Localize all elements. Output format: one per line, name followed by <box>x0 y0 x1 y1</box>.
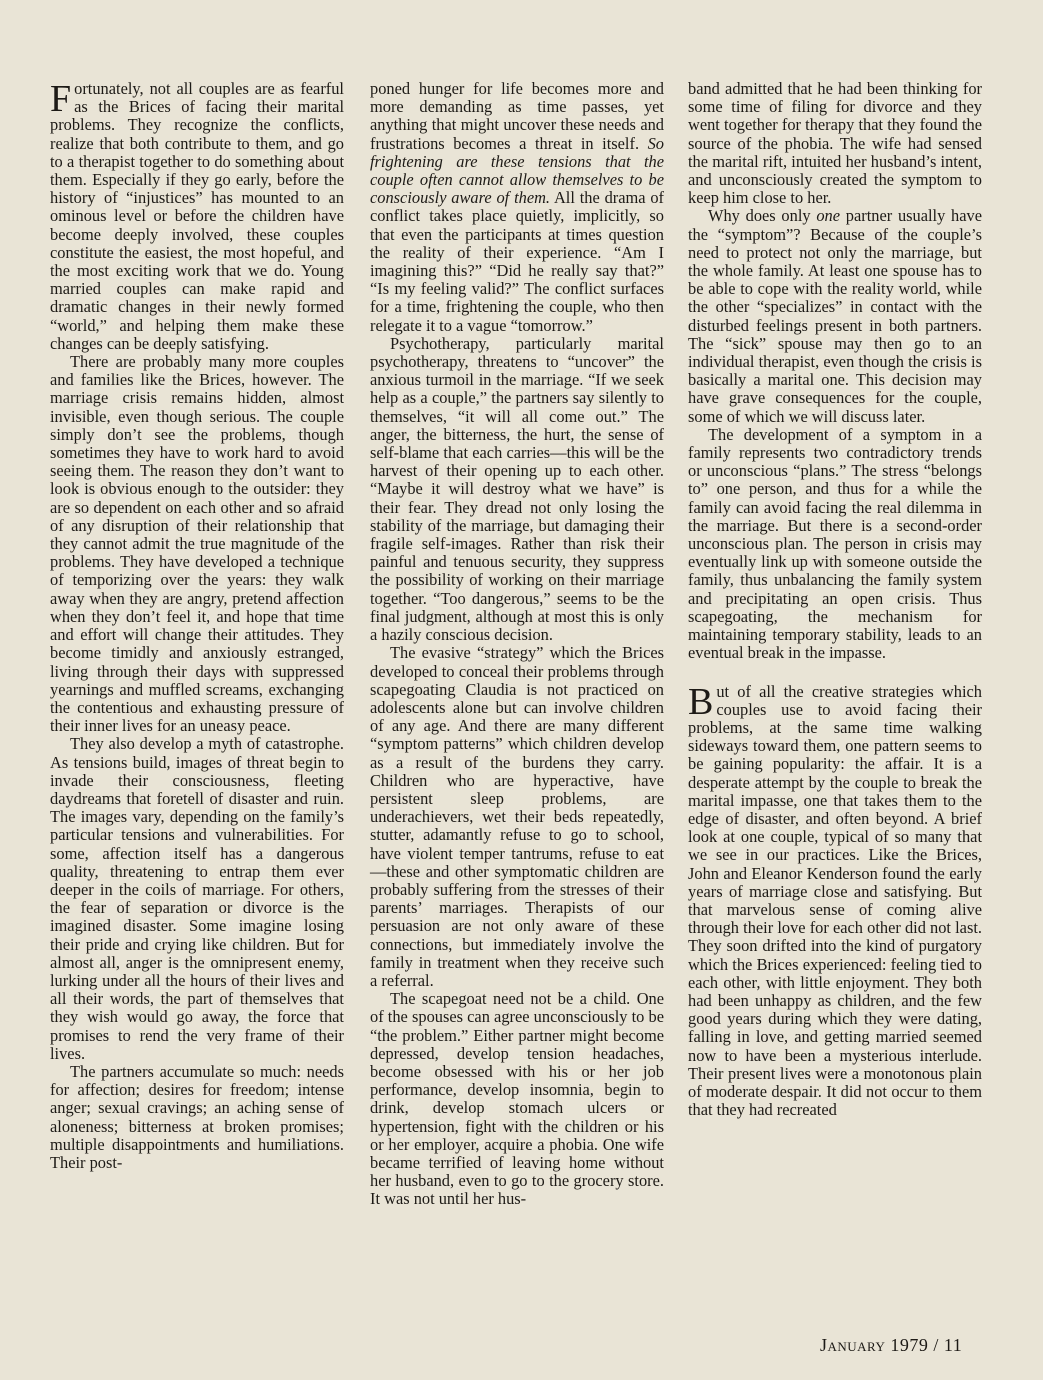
paragraph: They also develop a myth of catastrophe. As tensions build, images of threat begin to invade their consciousness, fleeting daydreams that foretell of disaster and ruin. The images vary, depending on the family’s particular tensions and vulnerabilities. For some, affection itself has a dangerous quality, threatening to entrap them ever deeper in the coils of marriage. For others, the fear of separation or divorce is the imagined disaster. Some imagine losing their pride and crying like children. But for almost all, anger is the omnipresent enemy, lurking under all the hours of their lives and all their words, the part of themselves that they wish would go away, the force that promises to rend the very frame of their lives. <box>50 734 344 1063</box>
paragraph <box>688 207 982 425</box>
paragraph: The evasive “strategy” which the Brices developed to conceal their problems through scapegoating Claudia is not practiced on adolescents alone but can involve children of any age. And there are many different “symptom patterns” which children develop as a result of the burdens they carry. Children who are hyperactive, have persistent sleep problems, are underachievers, wet their beds repeatedly, stutter, adamantly refuse to go to school, have violent temper tantrums, refuse to eat —these and other symptomatic children are probably suffering from the stresses of their parents’ marriages. Therapists of our persuasion are not only aware of these connections, but immediately involve the family in treatment when they receive such a referral. <box>370 643 664 990</box>
italic-text: one <box>816 206 841 226</box>
paragraph-text: partner usually have the “symptom”? Because of the couple’s need to protect not only the marriage, but the whole family. At least one spouse has to be able to cope with the reality world, while the other “specializes” in contact with the disturbed feelings present in both partners. The “sick” spouse may then go to an individual therapist, even though the crisis is basically a marital one. This decision may have grave consequences for the couple, some of which we will discuss later. <box>688 206 982 426</box>
paragraph: The development of a symptom in a family represents two contradictory trends or unconscious “plans.” The stress “belongs to” one person, and thus for a while the family can avoid facing the real dilemma in the marriage. But there is a second-order unconscious plan. The person in crisis may eventually link up with someone outside the family, thus unbalancing the family system and precipitating an open crisis. Thus scapegoating, the mechanism for maintaining temporary stability, leads to an eventual break in the impasse. <box>688 424 982 663</box>
column-3 <box>688 80 982 1119</box>
column-1 <box>50 80 344 1172</box>
paragraph-text: ut of all the creative strategies which couples use to avoid facing their problems, at the same time walking sideways toward them, one pattern seems to be gaining popularity: the affair. It is a desperate attempt by the couple to break the marital impasse, one that takes them to the edge of disaster, and often beyond. A brief look at one couple, typical of so many that we see in our practices. Like the Brices, John and Eleanor Kenderson found the early years of marriage close and satisfying. But that marvelous sense of coming alive through their love for each other did not last. They soon drifted into the kind of purgatory which the Brices experienced: feeling tied to each other, with little enjoyment. They both had been unhappy as children, and the few good years during which they were dating, falling in love, and getting married seemed now to have been a mysterious interlude. Their present lives were a monotonous plain of moderate despair. It did not occur to them that they had recreated <box>688 681 982 1120</box>
page-number: 11 <box>943 1335 963 1355</box>
footer-month: January <box>820 1335 886 1355</box>
paragraph <box>50 80 344 353</box>
paragraph-text: All the drama of conflict takes place quietly, implicitly, so that even the participants at times question the reality of their experience. “Am I imagining this?” “Did he really say that?” “Is my feeling valid?” The conflict surfaces for a time, frightening the couple, who then relegate it to a vague “tomorrow.” <box>370 188 665 335</box>
footer-year: 1979 <box>890 1335 929 1355</box>
paragraph-text: poned hunger for life becomes more and more demanding as time passes, yet anything that might uncover these needs and frustrations becomes a threat in itself. <box>370 79 664 153</box>
drop-cap: F <box>50 78 72 120</box>
paragraph-text: ortunately, not all couples are as fearful as the Brices of facing their marital problems. They recognize the conflicts, realize that both contribute to them, and go to a therapist together to do something about them. Especially if they go early, before the history of “injustices” has mounted to an ominous level or before the children have become deeply involved, these couples constitute the easiest, the most hopeful, and the most exciting work that we do. Young married couples can make rapid and dramatic changes in their newly formed “world,” and helping them make these changes can be deeply satisfying. <box>50 79 344 353</box>
paragraph: band admitted that he had been thinking for some time of filing for divorce and they went together for therapy that they found the source of the phobia. The wife had sensed the marital rift, intuited her husband’s intent, and unconsciously created the symptom to keep him close to her. <box>688 79 982 208</box>
italic-text: So frightening are these tensions that the couple often cannot allow themselves to be consciously aware of them. <box>370 133 664 208</box>
footer-separator: / <box>933 1335 939 1355</box>
paragraph: The partners accumulate so much: needs for affection; desires for freedom; intense anger; sexual cravings; an aching sense of aloneness; bitterness at broken promises; multiple disappointments and humiliations. Their post- <box>50 1061 344 1172</box>
drop-cap: B <box>688 680 714 723</box>
column-2 <box>370 80 664 1209</box>
paragraph: There are probably many more couples and families like the Brices, however. The marriage crisis remains hidden, almost invisible, even though serious. The couple simply don’t see the problems, though sometimes they have to work hard to avoid seeing them. The reason they don’t want to look is obvious enough to the outsider: they are so dependent on each other and so afraid of any disruption of their relationship that they cannot admit the true magnitude of the problems. They have developed a technique of temporizing over the years: they walk away when they are angry, pretend affection when they don’t feel it, and hope that time and effort will change their attitudes. They become timidly and anxiously estranged, living through their days with suppressed yearnings and muffled screams, exchanging the contentious and exhausting pressure of their inner lives for an uneasy peace. <box>50 352 344 736</box>
paragraph <box>370 80 664 335</box>
paragraph: The scapegoat need not be a child. One of the spouses can agree unconsciously to be “the problem.” Either partner might become depressed, develop tension headaches, become obsessed with his or her job performance, develop insomnia, begin to drink, develop stomach ulcers or hypertension, fight with the children or his or her employer, acquire a phobia. One wife became terrified of leaving home without her husband, even to go to the grocery store. It was not until her hus- <box>370 989 664 1209</box>
paragraph-text: Why does only <box>708 206 817 226</box>
paragraph: Psychotherapy, particularly marital psychotherapy, threatens to “uncover” the anxious turmoil in the marriage. “If we seek help as a couple,” the partners say silently to themselves, “it will all come out.” The anger, the bitterness, the hurt, the sense of self-blame that each carries—this will be the harvest of their opening up to each other. “Maybe it will destroy what we have” is their fear. They dread not only losing the stability of the marriage, but damaging their fragile self-images. Rather than risk their painful and tenuous security, they suppress the possibility of working on their marriage together. “Too dangerous,” seems to be the final judgment, although at most this is only a hazily conscious decision. <box>370 333 664 645</box>
paragraph <box>688 680 982 1120</box>
page-footer <box>820 1335 980 1356</box>
